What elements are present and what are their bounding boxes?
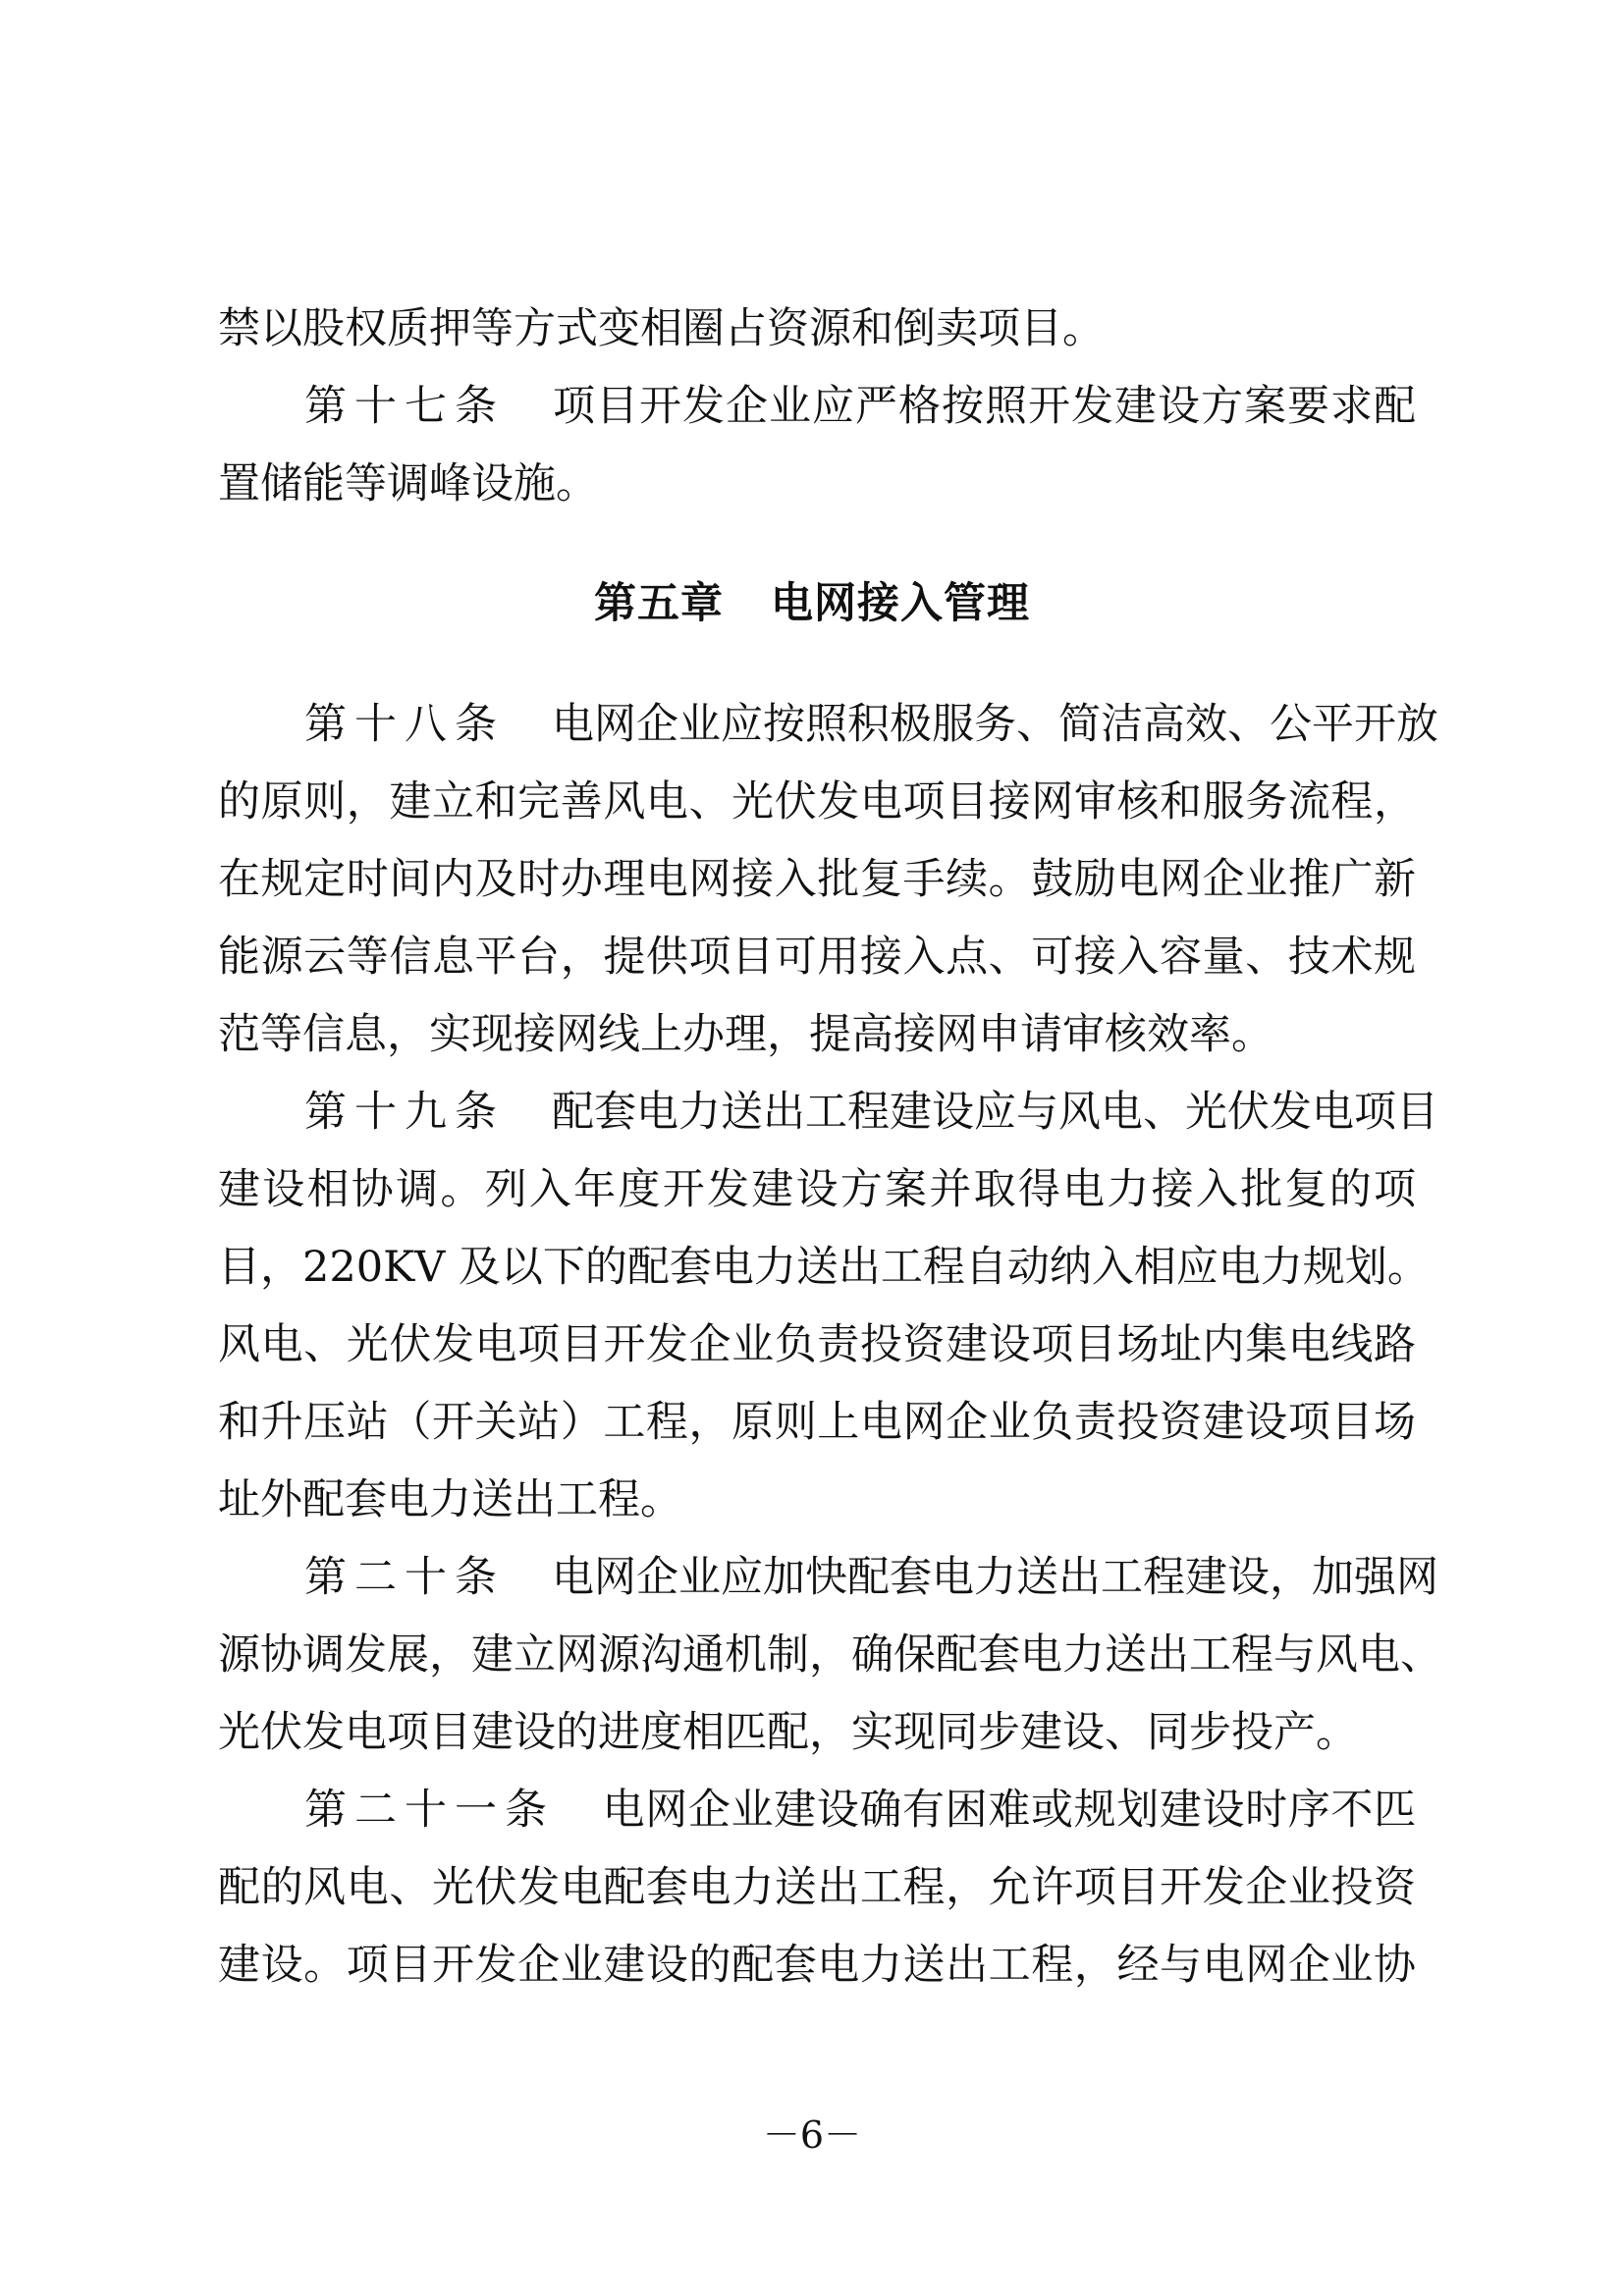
article-18-line-4 [218,928,1416,987]
text-line: 建设。项目开发企业建设的配套电力送出工程，经与电网企业协 [218,1941,1416,1990]
article-label: 第十七条 [304,382,505,431]
article-21-line-1 [304,1781,1416,1840]
paragraph-continuation [218,299,1416,358]
article-20-line-3 [218,1703,1416,1762]
text-line: 电网企业建设确有困难或规划建设时序不匹 [602,1786,1416,1835]
text-line: 在规定时间内及时办理电网接入批复手续。鼓励电网企业推广新 [218,855,1416,904]
text-line: 建设相协调。列入年度开发建设方案并取得电力接入批复的项 [218,1165,1416,1214]
article-19-line-6 [218,1470,1416,1529]
article-label: 第十八条 [304,700,505,749]
text-line: 的原则，建立和完善风电、光伏发电项目接网审核和服务流程， [218,777,1416,827]
article-18-line-3 [218,850,1416,909]
page-number: －6－ [762,2113,862,2157]
article-label: 第二十一条 [304,1786,555,1835]
text-line: 项目开发企业应严格按照开发建设方案要求配 [552,382,1416,431]
text-line: 配的风电、光伏发电配套电力送出工程，允许项目开发企业投资 [218,1863,1416,1912]
article-18-line-2 [218,773,1416,831]
article-19-line-5 [218,1393,1416,1452]
text-line: 电网企业应按照积极服务、简洁高效、公平开放 [552,700,1438,749]
article-20-line-2 [218,1626,1442,1684]
text-line: 风电、光伏发电项目开发企业负责投资建设项目场址内集电线路 [218,1320,1416,1369]
article-20-line-1 [304,1548,1438,1607]
text-line: 源协调发展，建立网源沟通机制，确保配套电力送出工程与风电、 [218,1630,1442,1680]
text-line: 禁以股权质押等方式变相圈占资源和倒卖项目。 [218,304,1105,353]
chapter-number: 第五章 [594,579,724,628]
chapter-title: 电网接入管理 [771,579,1030,628]
text-line: 目，220KV 及以下的配套电力送出工程自动纳入相应电力规划。 [218,1243,1430,1292]
article-19-line-1 [304,1083,1438,1142]
article-19-line-4 [218,1315,1416,1374]
text-line: 置储能等调峰设施。 [218,459,598,508]
article-21-line-2 [218,1858,1416,1917]
text-line: 能源云等信息平台，提供项目可用接入点、可接入容量、技术规 [218,933,1416,982]
article-label: 第二十条 [304,1553,505,1602]
article-19-line-3 [218,1238,1430,1297]
text-line: 址外配套电力送出工程。 [218,1475,682,1524]
text-line: 配套电力送出工程建设应与风电、光伏发电项目 [552,1088,1438,1137]
article-label: 第十九条 [304,1088,505,1137]
text-line: 电网企业应加快配套电力送出工程建设，加强网 [552,1553,1438,1602]
text-line: 范等信息，实现接网线上办理，提高接网申请审核效率。 [218,1010,1273,1059]
chapter-heading [0,574,1624,633]
article-17-line-1 [304,377,1416,436]
article-21-line-3 [218,1936,1416,1995]
text-line: 光伏发电项目建设的进度相匹配，实现同步建设、同步投产。 [218,1708,1358,1757]
text-line: 和升压站（开关站）工程，原则上电网企业负责投资建设项目场 [218,1398,1416,1447]
article-18-line-5 [218,1005,1416,1064]
article-19-line-2 [218,1160,1416,1219]
article-17-line-2 [218,454,1416,513]
article-18-line-1 [304,695,1438,754]
